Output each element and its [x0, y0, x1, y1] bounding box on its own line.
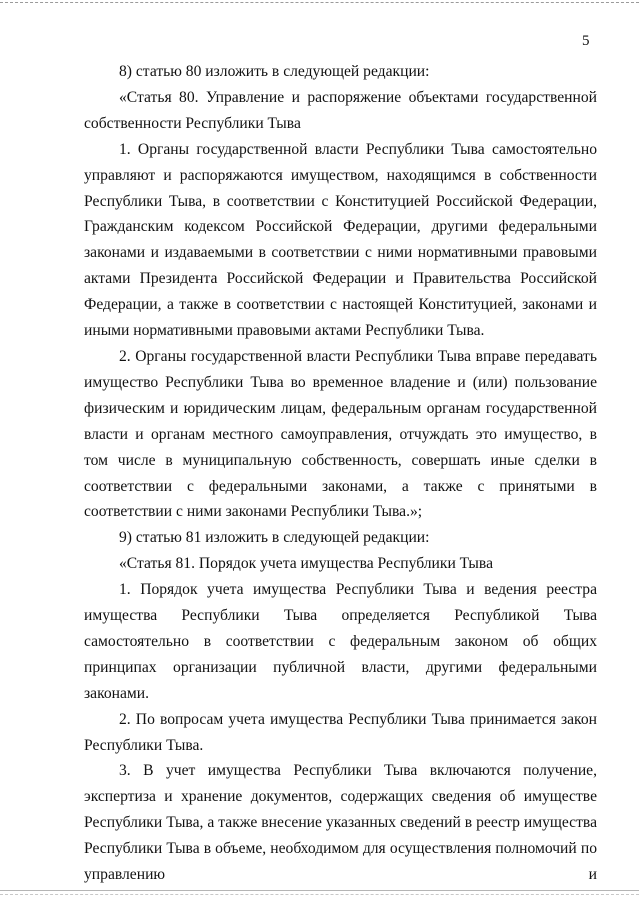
document-body: [84, 59, 597, 888]
paragraph-amend-article-81: 9) статью 81 изложить в следующей редакции:: [119, 529, 430, 547]
scan-edge-top: [0, 2, 639, 3]
scan-edge-bottom-secondary: [0, 894, 639, 895]
paragraph-article-81-part-1: 1. Порядок учета имущества Республики Тыва и ведения реестра имущества Республики Тыва определяется Республикой Тыва самостоятельно в соответствии с федеральным законом об общих принципах организации публичной власти, другими федеральными законами.: [84, 581, 597, 702]
paragraph-article-81-title: «Статья 81. Порядок учета имущества Республики Тыва: [119, 555, 493, 573]
paragraph-article-81-part-3: 3. В учет имущества Республики Тыва включаются получение, экспертиза и хранение документов, содержащих сведения об имуществе Республики Тыва, а также внесение указанных сведений в реестр имущества Республики Тыва в объеме, необходимом для осуществления полномочий по управлению и: [84, 762, 597, 884]
paragraph-amend-article-80: 8) статью 80 изложить в следующей редакции:: [119, 63, 430, 80]
paragraph-article-80-title: «Статья 80. Управление и распоряжение объектами государственной собственности Республики Тыва: [84, 88, 597, 132]
page-number: 5: [582, 33, 590, 49]
paragraph-article-80-part-1: 1. Органы государственной власти Республики Тыва самостоятельно управляют и распоряжаются имуществом, находящимся в собственности Республики Тыва, в соответствии с Конституцией Российской Федерации, Гражданским кодексом Российской Федерации, другими федеральными законами и издаваемыми в соответствии с ними нормативными правовыми актами Президента Российской Федерации и Правительства Российской Федерации, а также в соответствии с настоящей Конституцией, законами и иными нормативными правовыми актами Республики Тыва.: [84, 140, 597, 340]
paragraph-article-81-part-2: 2. По вопросам учета имущества Республики Тыва принимается закон Республики Тыва.: [84, 710, 597, 754]
paragraph-article-80-part-2: 2. Органы государственной власти Республики Тыва вправе передавать имущество Республики Тыва во временное владение и (или) пользование физическим и юридическим лицам, федеральным органам государственной власти и органам местного самоуправления, отчуждать это имущество, в том числе в муниципальную собственность, совершать иные сделки в соответствии с федеральными законами, а также с принятыми в соответствии с ними законами Республики Тыва.»;: [84, 347, 597, 521]
scan-edge-bottom: [0, 890, 639, 891]
